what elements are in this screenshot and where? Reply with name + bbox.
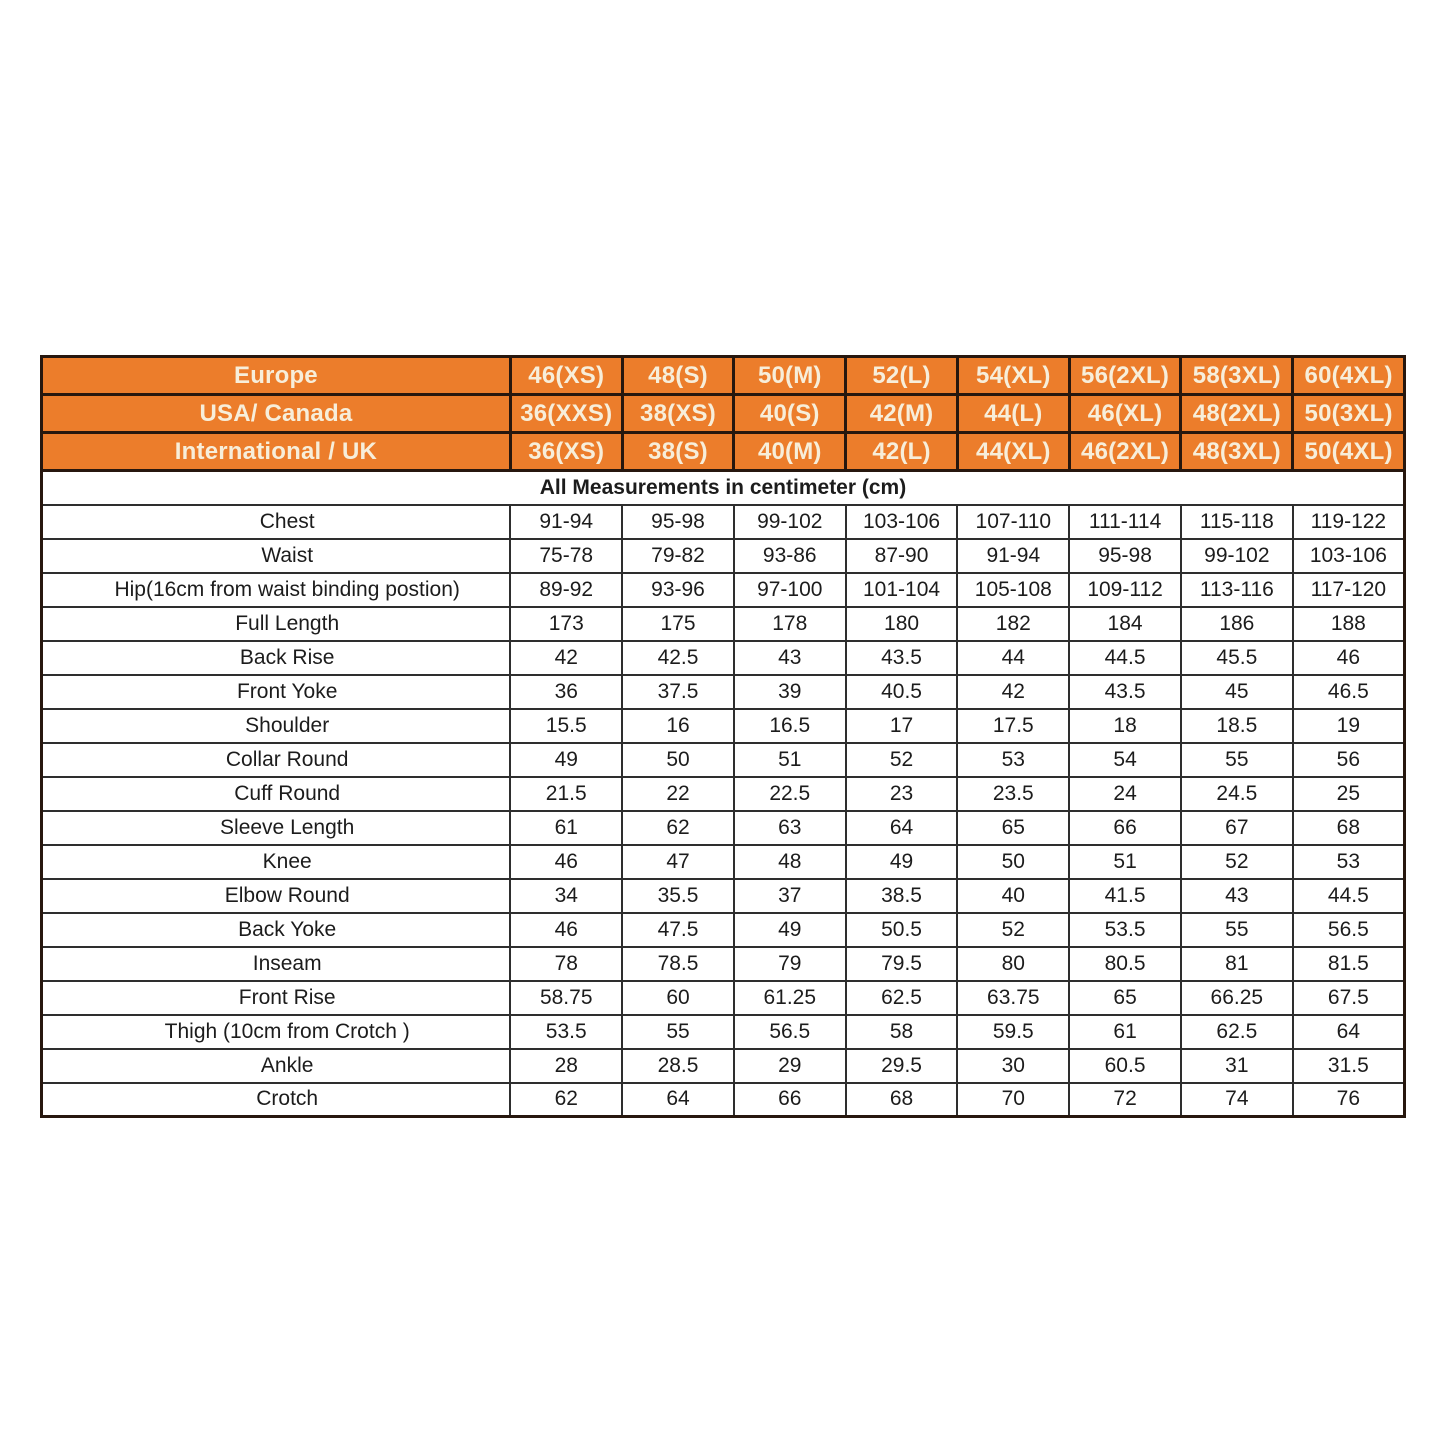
measurement-value-cell: 64 xyxy=(846,811,958,845)
measurement-label-cell: Waist xyxy=(42,539,511,573)
measurement-value-cell: 59.5 xyxy=(957,1015,1069,1049)
measurement-value-cell: 65 xyxy=(1069,981,1181,1015)
size-chart-container xyxy=(40,355,1406,1118)
measurement-value-cell: 56.5 xyxy=(1293,913,1405,947)
measurement-value-cell: 55 xyxy=(1181,743,1293,777)
region-label-cell: International / UK xyxy=(42,433,511,471)
measurement-value-cell: 66 xyxy=(1069,811,1181,845)
size-cell: 50(M) xyxy=(734,357,846,395)
measurement-value-cell: 109-112 xyxy=(1069,573,1181,607)
measurement-row xyxy=(42,675,1405,709)
measurement-value-cell: 49 xyxy=(734,913,846,947)
size-header-section xyxy=(42,357,1405,471)
measurement-value-cell: 60 xyxy=(622,981,734,1015)
measurement-value-cell: 50 xyxy=(622,743,734,777)
measurement-value-cell: 80 xyxy=(957,947,1069,981)
measurement-section xyxy=(42,471,1405,1117)
size-cell: 42(L) xyxy=(846,433,958,471)
measurement-value-cell: 37 xyxy=(734,879,846,913)
size-cell: 50(3XL) xyxy=(1293,395,1405,433)
measurement-value-cell: 63 xyxy=(734,811,846,845)
measurement-value-cell: 62 xyxy=(622,811,734,845)
measurement-value-cell: 50.5 xyxy=(846,913,958,947)
measurement-value-cell: 61 xyxy=(1069,1015,1181,1049)
measurement-row xyxy=(42,879,1405,913)
measurement-value-cell: 180 xyxy=(846,607,958,641)
measurement-row xyxy=(42,539,1405,573)
measurement-value-cell: 70 xyxy=(957,1083,1069,1117)
measurement-value-cell: 38.5 xyxy=(846,879,958,913)
measurement-value-cell: 64 xyxy=(1293,1015,1405,1049)
measurement-value-cell: 62 xyxy=(510,1083,622,1117)
region-label-cell: Europe xyxy=(42,357,511,395)
measurement-value-cell: 48 xyxy=(734,845,846,879)
size-cell: 40(M) xyxy=(734,433,846,471)
measurement-value-cell: 60.5 xyxy=(1069,1049,1181,1083)
measurement-value-cell: 66 xyxy=(734,1083,846,1117)
measurement-value-cell: 119-122 xyxy=(1293,505,1405,539)
size-header-row xyxy=(42,395,1405,433)
size-cell: 42(M) xyxy=(846,395,958,433)
size-header-row xyxy=(42,357,1405,395)
measurement-value-cell: 37.5 xyxy=(622,675,734,709)
measurement-value-cell: 22 xyxy=(622,777,734,811)
measurement-label-cell: Front Yoke xyxy=(42,675,511,709)
measurement-value-cell: 67.5 xyxy=(1293,981,1405,1015)
measurement-value-cell: 46 xyxy=(510,845,622,879)
measurement-row xyxy=(42,947,1405,981)
measurement-value-cell: 61 xyxy=(510,811,622,845)
measurement-value-cell: 52 xyxy=(846,743,958,777)
size-cell: 44(XL) xyxy=(957,433,1069,471)
measurement-value-cell: 54 xyxy=(1069,743,1181,777)
measurement-value-cell: 31.5 xyxy=(1293,1049,1405,1083)
measurement-label-cell: Ankle xyxy=(42,1049,511,1083)
measurement-value-cell: 35.5 xyxy=(622,879,734,913)
measurement-value-cell: 19 xyxy=(1293,709,1405,743)
measurement-value-cell: 113-116 xyxy=(1181,573,1293,607)
measurement-value-cell: 39 xyxy=(734,675,846,709)
size-cell: 40(S) xyxy=(734,395,846,433)
size-cell: 46(XL) xyxy=(1069,395,1181,433)
measurement-value-cell: 44.5 xyxy=(1293,879,1405,913)
measurement-label-cell: Back Yoke xyxy=(42,913,511,947)
size-chart-table xyxy=(40,355,1406,1118)
measurement-row xyxy=(42,641,1405,675)
measurement-row xyxy=(42,505,1405,539)
measurement-label-cell: Sleeve Length xyxy=(42,811,511,845)
measurement-value-cell: 178 xyxy=(734,607,846,641)
measurement-value-cell: 28.5 xyxy=(622,1049,734,1083)
measurement-label-cell: Thigh (10cm from Crotch ) xyxy=(42,1015,511,1049)
measurement-value-cell: 17.5 xyxy=(957,709,1069,743)
measurement-value-cell: 75-78 xyxy=(510,539,622,573)
measurement-value-cell: 186 xyxy=(1181,607,1293,641)
measurement-value-cell: 79.5 xyxy=(846,947,958,981)
measurement-value-cell: 50 xyxy=(957,845,1069,879)
measurement-label-cell: Back Rise xyxy=(42,641,511,675)
measurement-value-cell: 43 xyxy=(1181,879,1293,913)
region-label-cell: USA/ Canada xyxy=(42,395,511,433)
measurement-label-cell: Collar Round xyxy=(42,743,511,777)
measurement-row xyxy=(42,811,1405,845)
measurement-value-cell: 42 xyxy=(510,641,622,675)
measurement-unit-note: All Measurements in centimeter (cm) xyxy=(42,471,1405,505)
size-cell: 48(S) xyxy=(622,357,734,395)
measurement-value-cell: 45 xyxy=(1181,675,1293,709)
measurement-value-cell: 40 xyxy=(957,879,1069,913)
measurement-value-cell: 24.5 xyxy=(1181,777,1293,811)
measurement-label-cell: Inseam xyxy=(42,947,511,981)
measurement-value-cell: 30 xyxy=(957,1049,1069,1083)
measurement-value-cell: 78 xyxy=(510,947,622,981)
measurement-value-cell: 175 xyxy=(622,607,734,641)
measurement-value-cell: 43.5 xyxy=(1069,675,1181,709)
measurement-value-cell: 44.5 xyxy=(1069,641,1181,675)
measurement-value-cell: 107-110 xyxy=(957,505,1069,539)
measurement-value-cell: 53.5 xyxy=(510,1015,622,1049)
measurement-value-cell: 16.5 xyxy=(734,709,846,743)
measurement-row xyxy=(42,709,1405,743)
measurement-value-cell: 76 xyxy=(1293,1083,1405,1117)
size-cell: 48(2XL) xyxy=(1181,395,1293,433)
measurement-row xyxy=(42,845,1405,879)
measurement-value-cell: 72 xyxy=(1069,1083,1181,1117)
measurement-value-cell: 117-120 xyxy=(1293,573,1405,607)
measurement-value-cell: 18.5 xyxy=(1181,709,1293,743)
size-cell: 36(XXS) xyxy=(510,395,622,433)
measurement-value-cell: 18 xyxy=(1069,709,1181,743)
measurement-value-cell: 28 xyxy=(510,1049,622,1083)
measurement-label-cell: Crotch xyxy=(42,1083,511,1117)
measurement-value-cell: 25 xyxy=(1293,777,1405,811)
measurement-value-cell: 81 xyxy=(1181,947,1293,981)
measurement-value-cell: 95-98 xyxy=(1069,539,1181,573)
measurement-value-cell: 97-100 xyxy=(734,573,846,607)
measurement-value-cell: 58.75 xyxy=(510,981,622,1015)
unit-note-row xyxy=(42,471,1405,505)
measurement-value-cell: 51 xyxy=(734,743,846,777)
measurement-label-cell: Front Rise xyxy=(42,981,511,1015)
measurement-value-cell: 62.5 xyxy=(846,981,958,1015)
size-cell: 50(4XL) xyxy=(1293,433,1405,471)
measurement-value-cell: 17 xyxy=(846,709,958,743)
measurement-value-cell: 62.5 xyxy=(1181,1015,1293,1049)
measurement-value-cell: 99-102 xyxy=(1181,539,1293,573)
measurement-value-cell: 43 xyxy=(734,641,846,675)
measurement-value-cell: 40.5 xyxy=(846,675,958,709)
measurement-value-cell: 52 xyxy=(1181,845,1293,879)
measurement-value-cell: 93-96 xyxy=(622,573,734,607)
measurement-value-cell: 46 xyxy=(510,913,622,947)
measurement-label-cell: Shoulder xyxy=(42,709,511,743)
size-cell: 52(L) xyxy=(846,357,958,395)
measurement-value-cell: 184 xyxy=(1069,607,1181,641)
measurement-row xyxy=(42,1049,1405,1083)
measurement-value-cell: 91-94 xyxy=(510,505,622,539)
measurement-value-cell: 58 xyxy=(846,1015,958,1049)
measurement-value-cell: 24 xyxy=(1069,777,1181,811)
measurement-row xyxy=(42,1083,1405,1117)
measurement-value-cell: 99-102 xyxy=(734,505,846,539)
measurement-value-cell: 21.5 xyxy=(510,777,622,811)
measurement-value-cell: 68 xyxy=(1293,811,1405,845)
measurement-value-cell: 87-90 xyxy=(846,539,958,573)
measurement-value-cell: 188 xyxy=(1293,607,1405,641)
measurement-value-cell: 63.75 xyxy=(957,981,1069,1015)
measurement-value-cell: 61.25 xyxy=(734,981,846,1015)
size-cell: 58(3XL) xyxy=(1181,357,1293,395)
measurement-value-cell: 29.5 xyxy=(846,1049,958,1083)
measurement-value-cell: 182 xyxy=(957,607,1069,641)
size-cell: 54(XL) xyxy=(957,357,1069,395)
measurement-value-cell: 22.5 xyxy=(734,777,846,811)
measurement-value-cell: 55 xyxy=(622,1015,734,1049)
measurement-value-cell: 53 xyxy=(1293,845,1405,879)
measurement-value-cell: 53 xyxy=(957,743,1069,777)
measurement-row xyxy=(42,607,1405,641)
measurement-value-cell: 43.5 xyxy=(846,641,958,675)
measurement-value-cell: 173 xyxy=(510,607,622,641)
measurement-value-cell: 41.5 xyxy=(1069,879,1181,913)
measurement-row xyxy=(42,913,1405,947)
size-cell: 36(XS) xyxy=(510,433,622,471)
measurement-row xyxy=(42,981,1405,1015)
measurement-value-cell: 105-108 xyxy=(957,573,1069,607)
measurement-value-cell: 81.5 xyxy=(1293,947,1405,981)
measurement-value-cell: 89-92 xyxy=(510,573,622,607)
measurement-value-cell: 52 xyxy=(957,913,1069,947)
measurement-value-cell: 16 xyxy=(622,709,734,743)
measurement-value-cell: 66.25 xyxy=(1181,981,1293,1015)
measurement-value-cell: 23.5 xyxy=(957,777,1069,811)
measurement-value-cell: 103-106 xyxy=(1293,539,1405,573)
measurement-value-cell: 68 xyxy=(846,1083,958,1117)
measurement-value-cell: 115-118 xyxy=(1181,505,1293,539)
measurement-value-cell: 67 xyxy=(1181,811,1293,845)
measurement-value-cell: 49 xyxy=(510,743,622,777)
measurement-label-cell: Elbow Round xyxy=(42,879,511,913)
measurement-row xyxy=(42,1015,1405,1049)
measurement-value-cell: 79-82 xyxy=(622,539,734,573)
size-cell: 46(2XL) xyxy=(1069,433,1181,471)
measurement-value-cell: 49 xyxy=(846,845,958,879)
measurement-value-cell: 46 xyxy=(1293,641,1405,675)
measurement-value-cell: 64 xyxy=(622,1083,734,1117)
measurement-row xyxy=(42,573,1405,607)
measurement-label-cell: Full Length xyxy=(42,607,511,641)
measurement-value-cell: 80.5 xyxy=(1069,947,1181,981)
measurement-label-cell: Knee xyxy=(42,845,511,879)
measurement-value-cell: 55 xyxy=(1181,913,1293,947)
measurement-row xyxy=(42,777,1405,811)
measurement-value-cell: 42.5 xyxy=(622,641,734,675)
measurement-value-cell: 29 xyxy=(734,1049,846,1083)
measurement-value-cell: 56.5 xyxy=(734,1015,846,1049)
size-cell: 48(3XL) xyxy=(1181,433,1293,471)
measurement-value-cell: 45.5 xyxy=(1181,641,1293,675)
measurement-value-cell: 111-114 xyxy=(1069,505,1181,539)
measurement-value-cell: 47 xyxy=(622,845,734,879)
measurement-value-cell: 51 xyxy=(1069,845,1181,879)
measurement-value-cell: 53.5 xyxy=(1069,913,1181,947)
measurement-value-cell: 31 xyxy=(1181,1049,1293,1083)
measurement-value-cell: 15.5 xyxy=(510,709,622,743)
measurement-value-cell: 78.5 xyxy=(622,947,734,981)
measurement-value-cell: 79 xyxy=(734,947,846,981)
size-cell: 44(L) xyxy=(957,395,1069,433)
measurement-value-cell: 91-94 xyxy=(957,539,1069,573)
measurement-value-cell: 44 xyxy=(957,641,1069,675)
measurement-value-cell: 23 xyxy=(846,777,958,811)
measurement-value-cell: 101-104 xyxy=(846,573,958,607)
measurement-value-cell: 74 xyxy=(1181,1083,1293,1117)
size-cell: 38(XS) xyxy=(622,395,734,433)
measurement-label-cell: Chest xyxy=(42,505,511,539)
size-cell: 46(XS) xyxy=(510,357,622,395)
measurement-value-cell: 42 xyxy=(957,675,1069,709)
measurement-value-cell: 47.5 xyxy=(622,913,734,947)
size-cell: 60(4XL) xyxy=(1293,357,1405,395)
measurement-label-cell: Cuff Round xyxy=(42,777,511,811)
measurement-value-cell: 56 xyxy=(1293,743,1405,777)
size-cell: 56(2XL) xyxy=(1069,357,1181,395)
measurement-value-cell: 95-98 xyxy=(622,505,734,539)
measurement-value-cell: 103-106 xyxy=(846,505,958,539)
measurement-label-cell: Hip(16cm from waist binding postion) xyxy=(42,573,511,607)
measurement-value-cell: 93-86 xyxy=(734,539,846,573)
measurement-value-cell: 46.5 xyxy=(1293,675,1405,709)
size-cell: 38(S) xyxy=(622,433,734,471)
size-header-row xyxy=(42,433,1405,471)
measurement-row xyxy=(42,743,1405,777)
measurement-value-cell: 34 xyxy=(510,879,622,913)
measurement-value-cell: 65 xyxy=(957,811,1069,845)
measurement-value-cell: 36 xyxy=(510,675,622,709)
